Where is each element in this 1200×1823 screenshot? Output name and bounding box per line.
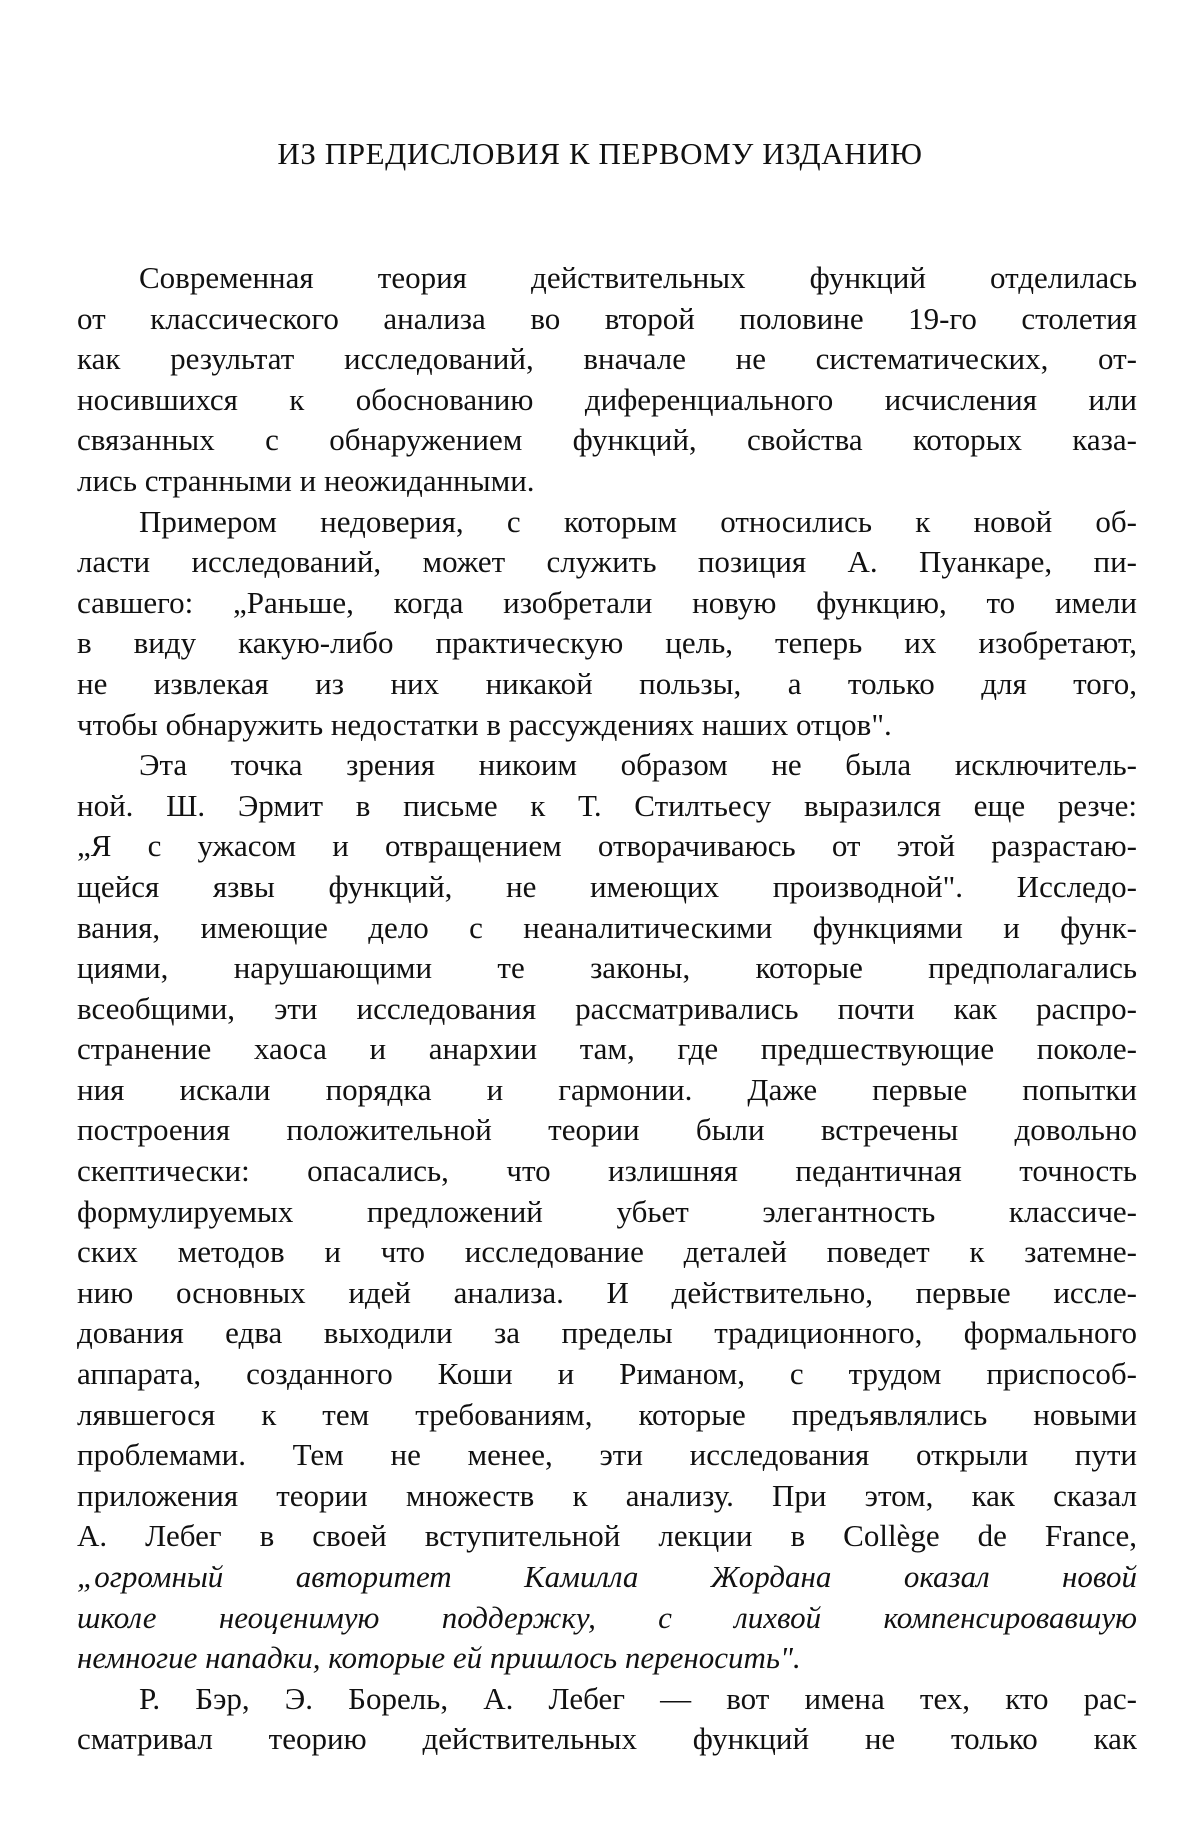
quote-line: „огромный авторитет Камилла Жордана оказал новой	[77, 1559, 1137, 1594]
text-line: как результат исследований, вначале не систематических, от-	[77, 341, 1137, 377]
text-line: ной. Ш. Эрмит в письме к Т. Стилтьесу выразился еще резче:	[77, 787, 1137, 823]
paragraph-3	[77, 745, 1137, 1679]
text-line: скептически: опасались, что излишняя педантичная точность	[77, 1153, 1137, 1189]
text-line: формулируемых предложений убьет элегантность классиче-	[77, 1193, 1137, 1229]
text-line: А. Лебег в своей вступительной лекции в Collège de France,	[77, 1518, 1137, 1554]
text-line: приложения теории множеств к анализу. При этом, как сказал	[77, 1477, 1137, 1513]
text-line: аппарата, созданного Коши и Риманом, с трудом приспособ-	[77, 1356, 1137, 1392]
text-line: Эта точка зрения никоим образом не была исключитель-	[139, 747, 1137, 783]
text-line: построения положительной теории были встречены довольно	[77, 1112, 1137, 1148]
text-line: от классического анализа во второй половине 19-го столетия	[77, 300, 1137, 336]
text-line: сматривал теорию действительных функций не только как	[77, 1721, 1137, 1757]
text-line: странение хаоса и анархии там, где предшествующие поколе-	[77, 1031, 1137, 1067]
text-line: ния искали порядка и гармонии. Даже первые попытки	[77, 1071, 1137, 1107]
text-line: связанных с обнаружением функций, свойства которых каза-	[77, 422, 1137, 458]
body-text	[77, 258, 1137, 1760]
paragraph-4	[77, 1679, 1137, 1760]
text-line: Примером недоверия, с которым относились к новой об-	[139, 503, 1137, 539]
quote-line: немногие нападки, которые ей пришлось переносить".	[77, 1640, 801, 1676]
text-line: Современная теория действительных функций отделилась	[139, 260, 1137, 295]
text-line: всеобщими, эти исследования рассматривались почти как распро-	[77, 990, 1137, 1026]
text-line: циями, нарушающими те законы, которые предполагались	[77, 950, 1137, 986]
text-line: проблемами. Тем не менее, эти исследования открыли пути	[77, 1437, 1137, 1473]
text-line: ласти исследований, может служить позиция А. Пуанкаре, пи-	[77, 544, 1137, 580]
text-line: лись странными и неожиданными.	[77, 462, 535, 498]
text-line: не извлекая из них никакой пользы, а только для того,	[77, 665, 1137, 701]
text-line: савшего: „Раньше, когда изобретали новую функцию, то имели	[77, 584, 1137, 620]
text-line: чтобы обнаружить недостатки в рассуждениях наших отцов".	[77, 706, 892, 742]
text-line: Р. Бэр, Э. Борель, А. Лебег — вот имена тех, кто рас-	[139, 1680, 1137, 1716]
quote-line: школе неоценимую поддержку, с лихвой компенсировавшую	[77, 1599, 1137, 1635]
text-line: щейся язвы функций, не имеющих производной". Исследо-	[77, 868, 1137, 904]
text-line: носившихся к обоснованию диференциального исчисления или	[77, 381, 1137, 417]
text-line: лявшегося к тем требованиям, которые предъявлялись новыми	[77, 1396, 1137, 1432]
text-line: ских методов и что исследование деталей поведет к затемне-	[77, 1234, 1137, 1270]
text-line: „Я с ужасом и отвращением отворачиваюсь от этой разрастаю-	[77, 828, 1137, 864]
paragraph-1	[77, 258, 1137, 502]
text-line: в виду какую-либо практическую цель, теперь их изобретают,	[77, 625, 1137, 661]
text-line: вания, имеющие дело с неаналитическими функциями и функ-	[77, 909, 1137, 945]
text-line: дования едва выходили за пределы традиционного, формального	[77, 1315, 1137, 1351]
page-heading: ИЗ ПРЕДИСЛОВИЯ К ПЕРВОМУ ИЗДАНИЮ	[277, 136, 923, 171]
paragraph-2	[77, 502, 1137, 746]
text-line: нию основных идей анализа. И действительно, первые иссле-	[77, 1274, 1137, 1310]
